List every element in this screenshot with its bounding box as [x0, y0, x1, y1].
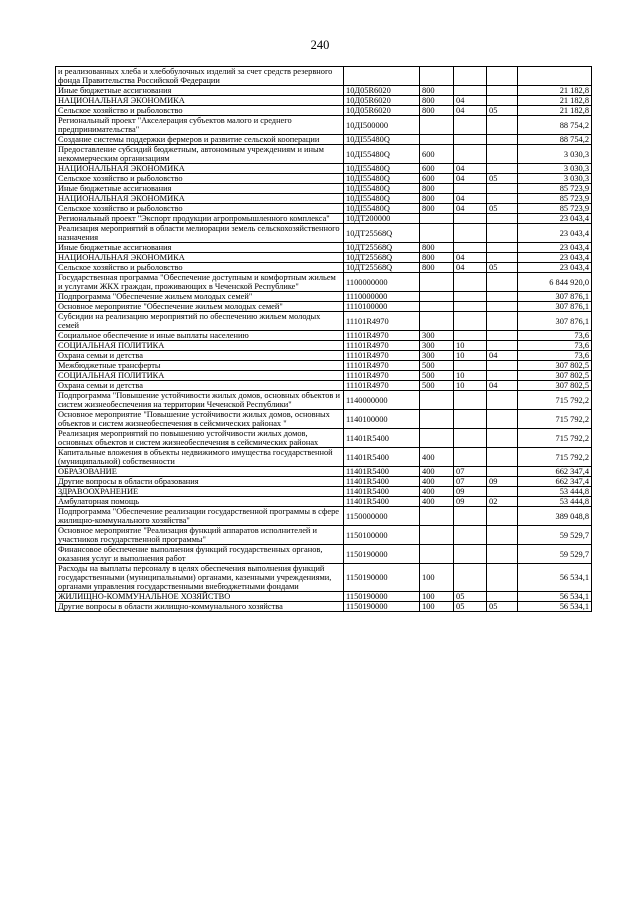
table-row [56, 564, 592, 592]
row-section: 09 [454, 487, 487, 497]
row-section [454, 135, 487, 145]
row-name: Амбулаторная помощь [56, 497, 344, 507]
row-target-article: 1150100000 [344, 526, 420, 545]
row-section [454, 292, 487, 302]
row-amount: 3 030,3 [518, 145, 592, 164]
row-name: Создание системы поддержки фермеров и развитие сельской кооперации [56, 135, 344, 145]
row-section [454, 564, 487, 592]
row-subsection [487, 341, 518, 351]
row-section [454, 507, 487, 526]
row-target-article: 1140100000 [344, 410, 420, 429]
row-expense-type: 400 [420, 467, 454, 477]
row-section: 09 [454, 497, 487, 507]
row-expense-type: 300 [420, 331, 454, 341]
row-amount: 59 529,7 [518, 545, 592, 564]
row-amount: 56 534,1 [518, 564, 592, 592]
row-target-article: 10ДТ25568Q [344, 263, 420, 273]
row-subsection: 04 [487, 351, 518, 361]
row-target-article: 10ДI55480Q [344, 145, 420, 164]
table-row [56, 292, 592, 302]
row-target-article: 10ДI55480Q [344, 135, 420, 145]
row-section: 04 [454, 253, 487, 263]
row-amount: 23 043,4 [518, 214, 592, 224]
row-amount: 23 043,4 [518, 263, 592, 273]
table-row [56, 361, 592, 371]
row-name: НАЦИОНАЛЬНАЯ ЭКОНОМИКА [56, 253, 344, 263]
row-subsection [487, 67, 518, 86]
row-section: 10 [454, 371, 487, 381]
table-row [56, 194, 592, 204]
row-subsection [487, 564, 518, 592]
table-row [56, 263, 592, 273]
row-amount: 85 723,9 [518, 194, 592, 204]
row-subsection [487, 410, 518, 429]
row-subsection: 05 [487, 106, 518, 116]
row-subsection: 05 [487, 263, 518, 273]
row-expense-type: 800 [420, 253, 454, 263]
row-expense-type [420, 214, 454, 224]
row-expense-type [420, 312, 454, 331]
table-row [56, 135, 592, 145]
row-subsection [487, 164, 518, 174]
row-expense-type: 800 [420, 194, 454, 204]
row-name: Подпрограмма "Повышение устойчивости жилых домов, основных объектов и систем жизнеобеспечения на территории Чеченской Республики" [56, 391, 344, 410]
row-amount: 307 876,1 [518, 302, 592, 312]
row-expense-type: 400 [420, 448, 454, 467]
row-target-article: 10ДI55480Q [344, 164, 420, 174]
row-expense-type: 800 [420, 86, 454, 96]
row-section [454, 302, 487, 312]
row-section [454, 410, 487, 429]
row-name: Капитальные вложения в объекты недвижимого имущества государственной (муниципальной) собственности [56, 448, 344, 467]
row-subsection [487, 224, 518, 243]
row-target-article: 1140000000 [344, 391, 420, 410]
budget-table [55, 66, 592, 612]
row-name: Подпрограмма "Обеспечение жильем молодых семей" [56, 292, 344, 302]
row-section [454, 545, 487, 564]
table-row [56, 243, 592, 253]
row-expense-type: 600 [420, 145, 454, 164]
row-subsection [487, 116, 518, 135]
row-expense-type [420, 410, 454, 429]
row-expense-type: 400 [420, 497, 454, 507]
row-subsection: 09 [487, 477, 518, 487]
row-section: 07 [454, 467, 487, 477]
row-expense-type [420, 302, 454, 312]
table-row [56, 487, 592, 497]
row-section [454, 361, 487, 371]
row-section: 04 [454, 96, 487, 106]
table-row [56, 224, 592, 243]
row-target-article: 1110000000 [344, 292, 420, 302]
row-expense-type [420, 429, 454, 448]
row-target-article: 11101R4970 [344, 371, 420, 381]
row-target-article: 11401R5400 [344, 487, 420, 497]
row-target-article: 10ДI500000 [344, 116, 420, 135]
row-section [454, 116, 487, 135]
row-subsection [487, 312, 518, 331]
row-name: СОЦИАЛЬНАЯ ПОЛИТИКА [56, 341, 344, 351]
row-subsection [487, 96, 518, 106]
row-target-article: 10ДI55480Q [344, 184, 420, 194]
row-subsection [487, 135, 518, 145]
row-target-article: 11401R5400 [344, 467, 420, 477]
row-subsection [487, 371, 518, 381]
row-name: Иные бюджетные ассигнования [56, 243, 344, 253]
table-row [56, 371, 592, 381]
table-row [56, 391, 592, 410]
row-amount: 3 030,3 [518, 174, 592, 184]
row-target-article: 10ДТ25568Q [344, 243, 420, 253]
row-amount: 73,6 [518, 331, 592, 341]
row-section: 10 [454, 341, 487, 351]
row-expense-type: 800 [420, 184, 454, 194]
row-subsection [487, 429, 518, 448]
row-name: Реализация мероприятий в области мелиорации земель сельскохозяйственного назначения [56, 224, 344, 243]
row-target-article [344, 67, 420, 86]
table-row [56, 164, 592, 174]
table-row [56, 477, 592, 487]
row-expense-type: 600 [420, 174, 454, 184]
row-subsection [487, 214, 518, 224]
row-target-article: 11101R4970 [344, 331, 420, 341]
row-name: Сельское хозяйство и рыболовство [56, 204, 344, 214]
table-row [56, 497, 592, 507]
row-subsection [487, 507, 518, 526]
row-expense-type [420, 67, 454, 86]
table-row [56, 145, 592, 164]
row-target-article: 1110100000 [344, 302, 420, 312]
row-amount: 662 347,4 [518, 477, 592, 487]
table-row [56, 174, 592, 184]
row-name: Расходы на выплаты персоналу в целях обеспечения выполнения функций государственными (муниципальными) органами, казенными учреждениями, органами управления государственными внебюджетными фондами [56, 564, 344, 592]
row-name: Иные бюджетные ассигнования [56, 86, 344, 96]
table-row [56, 116, 592, 135]
row-section [454, 391, 487, 410]
row-amount: 389 048,8 [518, 507, 592, 526]
row-target-article: 10ДI55480Q [344, 174, 420, 184]
row-name: Предоставление субсидий бюджетным, автономным учреждениям и иным некоммерческим организациям [56, 145, 344, 164]
row-subsection [487, 545, 518, 564]
row-amount: 73,6 [518, 351, 592, 361]
table-row [56, 526, 592, 545]
row-section [454, 273, 487, 292]
row-subsection [487, 331, 518, 341]
row-name: ОБРАЗОВАНИЕ [56, 467, 344, 477]
row-target-article: 11101R4970 [344, 351, 420, 361]
row-amount: 307 876,1 [518, 312, 592, 331]
row-section [454, 526, 487, 545]
row-section [454, 67, 487, 86]
row-expense-type: 300 [420, 351, 454, 361]
row-target-article: 1100000000 [344, 273, 420, 292]
row-amount: 53 444,8 [518, 497, 592, 507]
table-row [56, 253, 592, 263]
row-section: 10 [454, 381, 487, 391]
row-expense-type: 500 [420, 381, 454, 391]
row-expense-type: 800 [420, 243, 454, 253]
row-subsection [487, 448, 518, 467]
row-expense-type: 600 [420, 164, 454, 174]
table-row [56, 67, 592, 86]
row-subsection: 02 [487, 497, 518, 507]
row-name: Иные бюджетные ассигнования [56, 184, 344, 194]
budget-table-body [56, 67, 592, 612]
row-expense-type: 300 [420, 341, 454, 351]
row-name: и реализованных хлеба и хлебобулочных изделий за счет средств резервного фонда Правительства Российской Федерации [56, 67, 344, 86]
row-amount: 59 529,7 [518, 526, 592, 545]
table-row [56, 302, 592, 312]
row-target-article: 11401R5400 [344, 448, 420, 467]
row-section: 04 [454, 174, 487, 184]
row-target-article: 11101R4970 [344, 381, 420, 391]
row-subsection [487, 592, 518, 602]
row-section [454, 224, 487, 243]
row-section: 04 [454, 263, 487, 273]
row-subsection: 05 [487, 602, 518, 612]
table-row [56, 341, 592, 351]
table-row [56, 429, 592, 448]
row-amount: 662 347,4 [518, 467, 592, 477]
row-amount: 715 792,2 [518, 410, 592, 429]
row-section [454, 243, 487, 253]
row-subsection [487, 302, 518, 312]
row-amount: 307 802,5 [518, 381, 592, 391]
row-name: Другие вопросы в области образования [56, 477, 344, 487]
row-amount: 715 792,2 [518, 391, 592, 410]
row-subsection [487, 145, 518, 164]
row-name: Сельское хозяйство и рыболовство [56, 106, 344, 116]
row-expense-type: 800 [420, 96, 454, 106]
row-name: СОЦИАЛЬНАЯ ПОЛИТИКА [56, 371, 344, 381]
row-subsection [487, 253, 518, 263]
table-row [56, 507, 592, 526]
row-subsection [487, 361, 518, 371]
row-amount: 23 043,4 [518, 243, 592, 253]
table-row [56, 312, 592, 331]
row-expense-type: 100 [420, 564, 454, 592]
row-subsection [487, 86, 518, 96]
row-name: ЗДРАВООХРАНЕНИЕ [56, 487, 344, 497]
row-name: Региональный проект "Экспорт продукции агропромышленного комплекса" [56, 214, 344, 224]
row-name: Подпрограмма "Обеспечение реализации государственной программы в сфере жилищно-коммунального хозяйства" [56, 507, 344, 526]
row-name: Субсидии на реализацию мероприятий по обеспечению жильем молодых семей [56, 312, 344, 331]
row-name: Социальное обеспечение и иные выплаты населению [56, 331, 344, 341]
row-expense-type [420, 273, 454, 292]
row-amount: 6 844 920,0 [518, 273, 592, 292]
row-expense-type: 500 [420, 361, 454, 371]
row-amount: 21 182,8 [518, 106, 592, 116]
row-amount: 56 534,1 [518, 592, 592, 602]
row-target-article: 1150190000 [344, 592, 420, 602]
row-amount: 715 792,2 [518, 448, 592, 467]
row-expense-type [420, 224, 454, 243]
row-name: Государственная программа "Обеспечение доступным и комфортным жильем и услугами ЖКХ граждан, проживающих в Чеченской Республике" [56, 273, 344, 292]
row-name: Реализация мероприятий по повышению устойчивости жилых домов, основных объектов и систем жизнеобеспечения в сейсмических районах [56, 429, 344, 448]
row-target-article: 11401R5400 [344, 477, 420, 487]
table-row [56, 204, 592, 214]
row-name: Основное мероприятие "Реализация функций аппаратов исполнителей и участников государственной программы" [56, 526, 344, 545]
page-number: 240 [310, 38, 330, 52]
row-section: 04 [454, 194, 487, 204]
row-target-article: 10Д05R6020 [344, 86, 420, 96]
row-section: 04 [454, 204, 487, 214]
row-target-article: 10ДТ25568Q [344, 224, 420, 243]
row-name: Сельское хозяйство и рыболовство [56, 263, 344, 273]
table-row [56, 106, 592, 116]
row-expense-type [420, 135, 454, 145]
table-row [56, 410, 592, 429]
row-target-article: 10Д05R6020 [344, 96, 420, 106]
row-section [454, 331, 487, 341]
table-row [56, 184, 592, 194]
row-section: 04 [454, 106, 487, 116]
row-expense-type [420, 526, 454, 545]
row-expense-type: 100 [420, 592, 454, 602]
row-expense-type: 400 [420, 477, 454, 487]
table-row [56, 273, 592, 292]
row-expense-type [420, 507, 454, 526]
table-row [56, 448, 592, 467]
row-name: Сельское хозяйство и рыболовство [56, 174, 344, 184]
row-amount: 3 030,3 [518, 164, 592, 174]
row-amount: 88 754,2 [518, 116, 592, 135]
row-section [454, 429, 487, 448]
row-subsection: 05 [487, 174, 518, 184]
row-subsection [487, 292, 518, 302]
row-target-article: 11401R5400 [344, 497, 420, 507]
row-subsection: 04 [487, 381, 518, 391]
row-amount: 53 444,8 [518, 487, 592, 497]
row-target-article: 11101R4970 [344, 361, 420, 371]
row-amount: 23 043,4 [518, 224, 592, 243]
row-section: 05 [454, 602, 487, 612]
row-section [454, 184, 487, 194]
row-section: 07 [454, 477, 487, 487]
row-target-article: 1150190000 [344, 602, 420, 612]
row-expense-type [420, 116, 454, 135]
row-expense-type: 800 [420, 263, 454, 273]
row-name: ЖИЛИЩНО-КОММУНАЛЬНОЕ ХОЗЯЙСТВО [56, 592, 344, 602]
row-expense-type [420, 391, 454, 410]
table-row [56, 86, 592, 96]
row-target-article: 11401R5400 [344, 429, 420, 448]
row-subsection [487, 184, 518, 194]
table-row [56, 331, 592, 341]
row-target-article: 10Д05R6020 [344, 106, 420, 116]
row-amount: 23 043,4 [518, 253, 592, 263]
row-amount: 56 534,1 [518, 602, 592, 612]
row-subsection [487, 467, 518, 477]
row-section: 05 [454, 592, 487, 602]
row-name: Другие вопросы в области жилищно-коммунального хозяйства [56, 602, 344, 612]
row-section [454, 86, 487, 96]
table-row [56, 214, 592, 224]
row-expense-type: 800 [420, 204, 454, 214]
row-name: Основное мероприятие "Обеспечение жильем молодых семей" [56, 302, 344, 312]
row-amount [518, 67, 592, 86]
row-amount: 307 802,5 [518, 371, 592, 381]
row-expense-type: 400 [420, 487, 454, 497]
row-target-article: 1150190000 [344, 545, 420, 564]
row-amount: 88 754,2 [518, 135, 592, 145]
row-name: НАЦИОНАЛЬНАЯ ЭКОНОМИКА [56, 96, 344, 106]
row-section [454, 214, 487, 224]
row-name: НАЦИОНАЛЬНАЯ ЭКОНОМИКА [56, 164, 344, 174]
table-row [56, 592, 592, 602]
row-expense-type [420, 545, 454, 564]
row-subsection [487, 273, 518, 292]
table-row [56, 602, 592, 612]
row-section: 10 [454, 351, 487, 361]
row-section [454, 448, 487, 467]
table-row [56, 96, 592, 106]
row-amount: 21 182,8 [518, 86, 592, 96]
row-target-article: 1150190000 [344, 564, 420, 592]
row-amount: 715 792,2 [518, 429, 592, 448]
row-amount: 21 182,8 [518, 96, 592, 106]
row-subsection [487, 526, 518, 545]
row-target-article: 10ДТ200000 [344, 214, 420, 224]
row-amount: 307 802,5 [518, 361, 592, 371]
row-amount: 307 876,1 [518, 292, 592, 302]
row-target-article: 1150000000 [344, 507, 420, 526]
row-name: Региональный проект "Акселерация субъектов малого и среднего предпринимательства" [56, 116, 344, 135]
row-expense-type: 800 [420, 106, 454, 116]
row-name: Финансовое обеспечение выполнения функций государственных органов, оказания услуг и выполнения работ [56, 545, 344, 564]
table-row [56, 545, 592, 564]
row-name: Межбюджетные трансферты [56, 361, 344, 371]
row-expense-type: 100 [420, 602, 454, 612]
row-subsection [487, 391, 518, 410]
row-section [454, 312, 487, 331]
row-target-article: 10ДI55480Q [344, 194, 420, 204]
row-expense-type: 500 [420, 371, 454, 381]
row-amount: 85 723,9 [518, 204, 592, 214]
row-name: Охрана семьи и детства [56, 351, 344, 361]
row-name: Охрана семьи и детства [56, 381, 344, 391]
row-section [454, 145, 487, 164]
table-row [56, 467, 592, 477]
row-name: Основное мероприятие "Повышение устойчивости жилых домов, основных объектов и систем жизнеобеспечения в сейсмических районах " [56, 410, 344, 429]
row-subsection: 05 [487, 204, 518, 214]
row-name: НАЦИОНАЛЬНАЯ ЭКОНОМИКА [56, 194, 344, 204]
row-amount: 73,6 [518, 341, 592, 351]
row-target-article: 10ДI55480Q [344, 204, 420, 214]
row-subsection [487, 487, 518, 497]
row-target-article: 11101R4970 [344, 312, 420, 331]
row-section: 04 [454, 164, 487, 174]
row-amount: 85 723,9 [518, 184, 592, 194]
row-target-article: 11101R4970 [344, 341, 420, 351]
row-subsection [487, 243, 518, 253]
row-subsection [487, 194, 518, 204]
table-row [56, 381, 592, 391]
table-row [56, 351, 592, 361]
row-expense-type [420, 292, 454, 302]
row-target-article: 10ДТ25568Q [344, 253, 420, 263]
